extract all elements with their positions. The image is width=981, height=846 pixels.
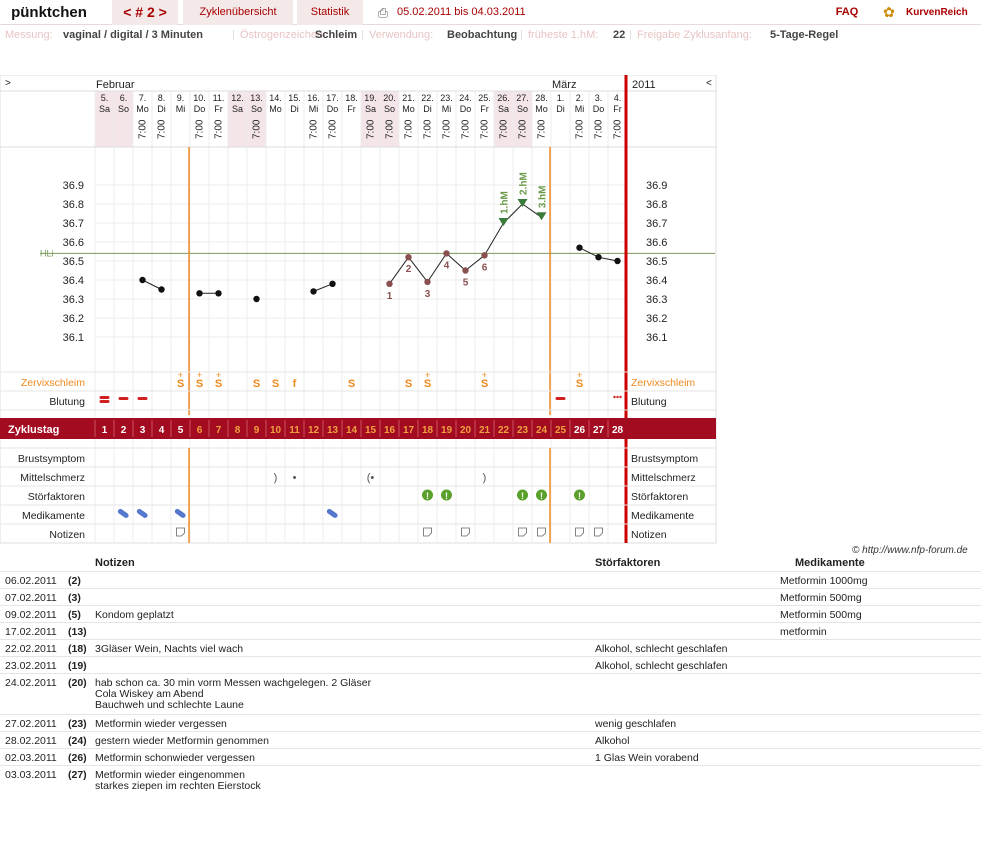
stoerfaktoren-row-label: Störfaktoren bbox=[27, 491, 85, 503]
cycle-day-number: 17 bbox=[402, 425, 415, 436]
temp-point bbox=[215, 290, 221, 296]
date-label: 2. bbox=[575, 93, 584, 103]
date-label: 21. bbox=[402, 93, 415, 103]
notes-table-row bbox=[0, 673, 981, 714]
time-label: 7:00 bbox=[460, 119, 472, 139]
year-label: 2011 bbox=[632, 79, 656, 91]
cycle-day-number: 16 bbox=[383, 425, 396, 436]
y-tick-left: 36.8 bbox=[62, 199, 84, 211]
y-tick-left: 36.5 bbox=[62, 256, 84, 268]
note-date: 07.02.2011 bbox=[5, 592, 57, 604]
note-cycle-day: (19) bbox=[68, 660, 87, 672]
weekday-label: Fr bbox=[480, 104, 489, 114]
med-header: Medikamente bbox=[795, 557, 865, 569]
cycle-day-number: 5 bbox=[177, 425, 184, 436]
weekday-label: Sa bbox=[98, 104, 111, 114]
cycle-day-number: 13 bbox=[326, 425, 339, 436]
cycle-chart-svg bbox=[0, 75, 720, 545]
cervix-mucus-mark: S bbox=[195, 378, 204, 390]
weekday-label: Sa bbox=[497, 104, 510, 114]
cycle-day-number: 28 bbox=[611, 425, 624, 436]
temp-point bbox=[576, 245, 582, 251]
date-label: 14. bbox=[269, 93, 282, 103]
cervix-mucus-mark: S bbox=[575, 378, 584, 390]
cervix-plus-mark: + bbox=[196, 370, 203, 380]
time-label: 7:00 bbox=[384, 119, 396, 139]
y-tick-left: 36.3 bbox=[62, 294, 84, 306]
top-bar bbox=[0, 0, 981, 25]
bleeding-medium-mark bbox=[556, 397, 566, 400]
low-measure-label: 4 bbox=[443, 260, 450, 272]
note-date: 28.02.2011 bbox=[5, 735, 57, 747]
cycle-day-number: 18 bbox=[421, 425, 434, 436]
y-tick-right: 36.9 bbox=[646, 180, 668, 192]
date-range: 05.02.2011 bis 04.03.2011 bbox=[397, 6, 526, 18]
time-label: 7:00 bbox=[251, 119, 263, 139]
date-label: 28. bbox=[535, 93, 548, 103]
time-label: 7:00 bbox=[194, 119, 206, 139]
note-text: hab schon ca. 30 min vorm Messen wachgelegen. 2 Gläser Cola Wiskey am Abend Bauchweh und schlechte Laune bbox=[95, 677, 372, 711]
note-disturbance: 1 Glas Wein vorabend bbox=[595, 752, 699, 764]
note-date: 24.02.2011 bbox=[5, 677, 57, 689]
time-label: 7:00 bbox=[593, 119, 605, 139]
weekday-label: Fr bbox=[347, 104, 356, 114]
medikamente-row-label: Medikamente bbox=[631, 510, 695, 522]
weekday-label: Do bbox=[193, 104, 206, 114]
cervix-row-label: Zervixschleim bbox=[631, 377, 696, 389]
release-label: Freigabe Zyklusanfang: bbox=[637, 29, 752, 41]
note-cycle-day: (3) bbox=[68, 592, 81, 604]
time-label: 7:00 bbox=[479, 119, 491, 139]
cervix-mucus-mark: S bbox=[347, 378, 356, 390]
note-disturbance: Alkohol bbox=[595, 735, 630, 747]
y-tick-right: 36.1 bbox=[646, 332, 668, 344]
notes-table-row bbox=[0, 622, 981, 639]
time-label: 7:00 bbox=[137, 119, 149, 139]
mittelschmerz-row-label: Mittelschmerz bbox=[20, 472, 85, 484]
disturbance-icon-mark: ! bbox=[426, 491, 429, 501]
note-cycle-day: (27) bbox=[68, 769, 87, 781]
date-label: 8. bbox=[157, 93, 166, 103]
y-tick-left: 36.1 bbox=[62, 332, 84, 344]
note-date: 22.02.2011 bbox=[5, 643, 57, 655]
copyright-notice: © http://www.nfp-forum.de bbox=[852, 545, 968, 556]
notizen-row-label: Notizen bbox=[631, 529, 667, 541]
temp-point bbox=[405, 254, 411, 260]
high-measure-label: 1.hM bbox=[499, 191, 511, 214]
low-measure-label: 2 bbox=[405, 264, 412, 276]
weekday-label: Di bbox=[556, 104, 565, 114]
note-disturbance: Alkohol, schlecht geschlafen bbox=[595, 643, 728, 655]
notes-table-row bbox=[0, 714, 981, 731]
month-label: März bbox=[552, 79, 577, 91]
cycle-day-number: 1 bbox=[101, 425, 108, 436]
time-label: 7:00 bbox=[156, 119, 168, 139]
weekday-label: Mi bbox=[308, 104, 319, 114]
mittelschmerz-mark: ) bbox=[482, 472, 487, 484]
cycle-day-number: 4 bbox=[158, 425, 165, 436]
mittelschmerz-row-label: Mittelschmerz bbox=[631, 472, 696, 484]
date-label: 12. bbox=[231, 93, 244, 103]
weekday-label: Di bbox=[290, 104, 299, 114]
y-tick-left: 36.9 bbox=[62, 180, 84, 192]
time-label: 7:00 bbox=[536, 119, 548, 139]
cycle-day-number: 14 bbox=[345, 425, 358, 436]
note-date: 23.02.2011 bbox=[5, 660, 57, 672]
notizen-row-label: Notizen bbox=[49, 529, 85, 541]
cervix-plus-mark: + bbox=[481, 370, 488, 380]
kurvenreich-link[interactable]: KurvenReich bbox=[906, 7, 968, 18]
y-tick-left: 36.6 bbox=[62, 237, 84, 249]
cycle-day-number: 2 bbox=[120, 425, 127, 436]
weekday-label: Mo bbox=[402, 104, 415, 114]
time-label: 7:00 bbox=[441, 119, 453, 139]
date-label: 15. bbox=[288, 93, 301, 103]
measure-label: Messung: bbox=[5, 29, 53, 41]
note-disturbance: wenig geschlafen bbox=[595, 718, 677, 730]
cervix-mucus-mark: S bbox=[252, 378, 261, 390]
cycle-day-number: 3 bbox=[139, 425, 146, 436]
user-name: pünktchen bbox=[11, 4, 87, 21]
temp-point bbox=[595, 254, 601, 260]
note-medication: Metformin 500mg bbox=[780, 592, 862, 604]
weekday-label: So bbox=[117, 104, 130, 114]
note-medication: Metformin 500mg bbox=[780, 609, 862, 621]
note-medication: metformin bbox=[780, 626, 827, 638]
cervix-plus-mark: + bbox=[215, 370, 222, 380]
cervix-mucus-mark: S bbox=[214, 378, 223, 390]
weekday-label: Di bbox=[157, 104, 166, 114]
cervix-plus-mark: + bbox=[576, 370, 583, 380]
date-label: 13. bbox=[250, 93, 263, 103]
nav-prev-button[interactable]: > bbox=[5, 78, 11, 89]
tab-cycle-overview[interactable]: Zyklenübersicht bbox=[183, 0, 293, 25]
cycle-day-number: 19 bbox=[440, 425, 453, 436]
cycle-navigator[interactable]: < # 2 > bbox=[112, 0, 178, 25]
cervix-plus-mark: + bbox=[177, 370, 184, 380]
mittelschmerz-mark: (• bbox=[366, 472, 375, 484]
high-measure-label: 3.hM bbox=[537, 185, 549, 209]
temp-point bbox=[462, 267, 468, 273]
temp-point bbox=[310, 288, 316, 294]
cervix-mucus-mark: S bbox=[423, 378, 432, 390]
notes-table-row bbox=[0, 588, 981, 605]
mittelschmerz-mark: • bbox=[292, 472, 297, 484]
bleeding-row-label: Blutung bbox=[49, 396, 85, 408]
notes-table-row bbox=[0, 748, 981, 765]
date-label: 5. bbox=[100, 93, 109, 103]
temp-point bbox=[139, 277, 145, 283]
release-value: 5-Tage-Regel bbox=[770, 29, 839, 41]
cervix-mucus-mark: S bbox=[480, 378, 489, 390]
notes-table-row bbox=[0, 731, 981, 748]
cycle-day-number: 20 bbox=[459, 425, 472, 436]
date-label: 20. bbox=[383, 93, 396, 103]
earliest-label: früheste 1.hM: bbox=[528, 29, 599, 41]
notes-table-row bbox=[0, 571, 981, 588]
note-text: Metformin wieder vergessen bbox=[95, 718, 227, 730]
temp-point bbox=[386, 281, 392, 287]
bleeding-heavy-mark bbox=[100, 400, 110, 403]
cervix-plus-mark: + bbox=[424, 370, 431, 380]
date-label: 3. bbox=[594, 93, 603, 103]
temp-point bbox=[443, 250, 449, 256]
earliest-value: 22 bbox=[613, 29, 626, 41]
note-date: 09.02.2011 bbox=[5, 609, 57, 621]
weekday-label: Do bbox=[326, 104, 339, 114]
bleeding-medium-mark bbox=[138, 397, 148, 400]
estrogen-label: Östrogenzeichen: bbox=[240, 29, 327, 41]
cycle-day-number: 11 bbox=[289, 425, 300, 436]
low-measure-label: 3 bbox=[424, 288, 431, 300]
note-cycle-day: (2) bbox=[68, 575, 81, 587]
weekday-label: Mo bbox=[136, 104, 149, 114]
weekday-label: Fr bbox=[613, 104, 622, 114]
weekday-label: Fr bbox=[214, 104, 223, 114]
weekday-label: So bbox=[250, 104, 263, 114]
weekday-label: Mo bbox=[269, 104, 282, 114]
date-label: 19. bbox=[364, 93, 377, 103]
date-label: 1. bbox=[556, 93, 565, 103]
disturbance-icon-mark: ! bbox=[578, 491, 581, 501]
temp-point bbox=[481, 252, 487, 258]
temp-point bbox=[253, 296, 259, 302]
cycle-day-number: 25 bbox=[554, 425, 567, 436]
faq-link[interactable]: FAQ bbox=[835, 6, 859, 18]
weekday-label: Sa bbox=[231, 104, 244, 114]
weekday-label: Mi bbox=[441, 104, 452, 114]
cycle-day-label: Zyklustag bbox=[8, 424, 60, 436]
bleeding-medium-mark bbox=[119, 397, 129, 400]
disturbance-icon-mark: ! bbox=[521, 491, 524, 501]
note-medication: Metformin 1000mg bbox=[780, 575, 868, 587]
y-tick-right: 36.5 bbox=[646, 256, 668, 268]
y-tick-right: 36.4 bbox=[646, 275, 668, 287]
use-value: Beobachtung bbox=[447, 29, 518, 41]
stoer-header: Störfaktoren bbox=[595, 557, 661, 569]
bleeding-spot-mark bbox=[616, 396, 618, 398]
date-label: 11. bbox=[212, 93, 225, 103]
note-date: 02.03.2011 bbox=[5, 752, 57, 764]
time-label: 7:00 bbox=[517, 119, 529, 139]
bleeding-row-label: Blutung bbox=[631, 396, 667, 408]
temp-point bbox=[196, 290, 202, 296]
use-label: Verwendung: bbox=[369, 29, 434, 41]
cycle-day-number: 15 bbox=[364, 425, 377, 436]
note-cycle-day: (13) bbox=[68, 626, 87, 638]
temp-point bbox=[614, 258, 620, 264]
cervix-mucus-mark: S bbox=[176, 378, 185, 390]
y-tick-left: 36.4 bbox=[62, 275, 84, 287]
cycle-settings-bar: Messung: vaginal / digital / 3 Minuten | Östrogenzeichen: Schleim | Verwendung: Beobachtung | früheste 1.hM: 22 | Freigabe Zyklusanfang: 5-Tage-Regel bbox=[5, 29, 839, 41]
weekday-label: Mo bbox=[535, 104, 548, 114]
temp-point bbox=[158, 286, 164, 292]
date-label: 22. bbox=[421, 93, 434, 103]
estrogen-value: Schleim bbox=[315, 29, 358, 41]
notes-header: Notizen bbox=[95, 557, 135, 569]
date-label: 6. bbox=[119, 93, 128, 103]
note-date: 17.02.2011 bbox=[5, 626, 57, 638]
date-label: 10. bbox=[193, 93, 206, 103]
note-date: 27.02.2011 bbox=[5, 718, 57, 730]
note-cycle-day: (5) bbox=[68, 609, 81, 621]
cycle-day-number: 21 bbox=[478, 425, 491, 436]
cervix-mucus-mark: f bbox=[292, 378, 297, 390]
note-cycle-day: (26) bbox=[68, 752, 87, 764]
date-label: 9. bbox=[176, 93, 185, 103]
weekday-label: Do bbox=[592, 104, 605, 114]
date-label: 24. bbox=[459, 93, 472, 103]
note-date: 06.02.2011 bbox=[5, 575, 57, 587]
breast-symptom-row-label: Brustsymptom bbox=[17, 453, 85, 465]
stoerfaktoren-row-label: Störfaktoren bbox=[631, 491, 689, 503]
date-label: 26. bbox=[497, 93, 510, 103]
measure-value: vaginal / digital / 3 Minuten bbox=[63, 29, 203, 41]
time-label: 7:00 bbox=[327, 119, 339, 139]
tab-statistics[interactable]: Statistik bbox=[297, 0, 363, 25]
notes-table-row bbox=[0, 639, 981, 656]
weekday-label: So bbox=[383, 104, 396, 114]
temp-point bbox=[424, 279, 430, 285]
hili-label: HLi bbox=[40, 248, 54, 259]
note-cycle-day: (20) bbox=[68, 677, 87, 689]
note-date: 03.03.2011 bbox=[5, 769, 57, 781]
cycle-day-number: 24 bbox=[535, 425, 548, 436]
time-label: 7:00 bbox=[498, 119, 510, 139]
date-label: 27. bbox=[516, 93, 529, 103]
time-label: 7:00 bbox=[213, 119, 225, 139]
temp-point bbox=[329, 281, 335, 287]
date-label: 16. bbox=[307, 93, 320, 103]
nav-next-button[interactable]: < bbox=[706, 78, 712, 89]
time-label: 7:00 bbox=[574, 119, 586, 139]
cycle-day-number: 23 bbox=[516, 425, 529, 436]
cycle-day-number: 8 bbox=[234, 425, 241, 436]
cervix-row-label: Zervixschleim bbox=[20, 377, 85, 389]
cycle-day-number: 10 bbox=[269, 425, 282, 436]
y-tick-left: 36.2 bbox=[62, 313, 84, 325]
y-tick-right: 36.2 bbox=[646, 313, 668, 325]
note-text: Metformin schonwieder vergessen bbox=[95, 752, 255, 764]
y-tick-right: 36.8 bbox=[646, 199, 668, 211]
note-text: 3Gläser Wein, Nachts viel wach bbox=[95, 643, 244, 655]
printer-icon[interactable]: ⎙ bbox=[377, 5, 389, 20]
medikamente-row-label: Medikamente bbox=[21, 510, 85, 522]
note-cycle-day: (24) bbox=[68, 735, 87, 747]
cycle-day-number: 7 bbox=[215, 425, 222, 436]
time-label: 7:00 bbox=[308, 119, 320, 139]
y-tick-right: 36.7 bbox=[646, 218, 668, 230]
time-label: 7:00 bbox=[365, 119, 377, 139]
kurvenreich-logo-icon[interactable]: ✿ bbox=[883, 4, 895, 20]
note-text: gestern wieder Metformin genommen bbox=[95, 735, 269, 747]
bleeding-heavy-mark bbox=[100, 396, 110, 399]
disturbance-icon-mark: ! bbox=[445, 491, 448, 501]
cervix-mucus-mark: S bbox=[404, 378, 413, 390]
note-disturbance: Alkohol, schlecht geschlafen bbox=[595, 660, 728, 672]
notes-table-row bbox=[0, 605, 981, 622]
cycle-chart bbox=[0, 75, 720, 545]
weekday-label: Di bbox=[423, 104, 432, 114]
cycle-day-number: 22 bbox=[497, 425, 510, 436]
breast-symptom-row-label: Brustsymptom bbox=[631, 453, 699, 465]
time-label: 7:00 bbox=[422, 119, 434, 139]
high-measure-label: 2.hM bbox=[518, 172, 530, 195]
weekday-label: Sa bbox=[364, 104, 377, 114]
note-cycle-day: (23) bbox=[68, 718, 87, 730]
y-tick-right: 36.3 bbox=[646, 294, 668, 306]
weekday-label: Do bbox=[459, 104, 472, 114]
note-text: Metformin wieder eingenommen starkes ziepen im rechten Eierstock bbox=[95, 769, 261, 792]
note-cycle-day: (18) bbox=[68, 643, 87, 655]
date-label: 25. bbox=[478, 93, 491, 103]
mittelschmerz-mark: ) bbox=[273, 472, 278, 484]
month-label: Februar bbox=[96, 79, 135, 91]
notes-table-row bbox=[0, 765, 981, 795]
date-label: 23. bbox=[440, 93, 453, 103]
date-label: 7. bbox=[138, 93, 147, 103]
date-label: 4. bbox=[613, 93, 622, 103]
disturbance-icon-mark: ! bbox=[540, 491, 543, 501]
notes-table-row bbox=[0, 656, 981, 673]
cycle-day-number: 26 bbox=[573, 425, 586, 436]
bleeding-spot-mark bbox=[619, 396, 621, 398]
cycle-day-number: 6 bbox=[196, 425, 203, 436]
weekday-label: Mi bbox=[574, 104, 585, 114]
cycle-day-bar bbox=[0, 418, 716, 439]
date-label: 17. bbox=[326, 93, 339, 103]
cycle-day-number: 9 bbox=[253, 425, 260, 436]
y-tick-left: 36.7 bbox=[62, 218, 84, 230]
cervix-mucus-mark: S bbox=[271, 378, 280, 390]
date-label: 18. bbox=[345, 93, 358, 103]
time-label: 7:00 bbox=[612, 119, 624, 139]
cycle-day-number: 27 bbox=[592, 425, 605, 436]
weekday-label: Mi bbox=[175, 104, 186, 114]
low-measure-label: 5 bbox=[462, 277, 469, 289]
y-tick-right: 36.6 bbox=[646, 237, 668, 249]
cycle-day-number: 12 bbox=[307, 425, 320, 436]
bleeding-spot-mark bbox=[613, 396, 615, 398]
low-measure-label: 6 bbox=[481, 262, 488, 274]
low-measure-label: 1 bbox=[386, 290, 393, 302]
weekday-label: So bbox=[516, 104, 529, 114]
note-text: Kondom geplatzt bbox=[95, 609, 174, 621]
time-label: 7:00 bbox=[403, 119, 415, 139]
